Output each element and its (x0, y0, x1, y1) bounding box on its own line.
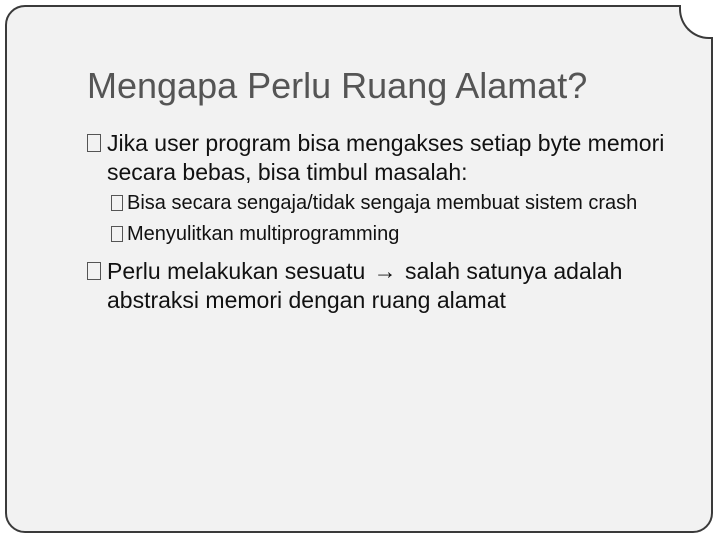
bullet-point-2 (87, 257, 697, 315)
bullet-point-2-text-before-arrow: Perlu melakukan sesuatu (107, 258, 366, 284)
box-bullet-icon (87, 262, 101, 280)
bullet-point-1-text: Jika user program bisa mengakses setiap byte memori secara bebas, bisa timbul masalah: (107, 130, 665, 185)
right-arrow-icon: → (373, 258, 397, 284)
sub-bullet-point-1-text: Bisa secara sengaja/tidak sengaja membuat sistem crash (127, 192, 638, 214)
box-bullet-icon (111, 195, 123, 211)
slide-corner-fold (679, 5, 713, 39)
sub-bullet-point-1 (87, 191, 697, 216)
bullet-point-1 (87, 129, 697, 187)
slide (5, 5, 713, 533)
slide-content (87, 129, 697, 319)
bullet-point-2-text-after-arrow: salah satunya adalah abstraksi memori dengan ruang alamat (107, 258, 623, 313)
slide-title: Mengapa Perlu Ruang Alamat? (87, 65, 588, 106)
box-bullet-icon (111, 226, 123, 242)
sub-bullet-point-2-text: Menyulitkan multiprogramming (127, 223, 400, 245)
sub-bullet-point-2 (87, 222, 697, 247)
box-bullet-icon (87, 134, 101, 152)
